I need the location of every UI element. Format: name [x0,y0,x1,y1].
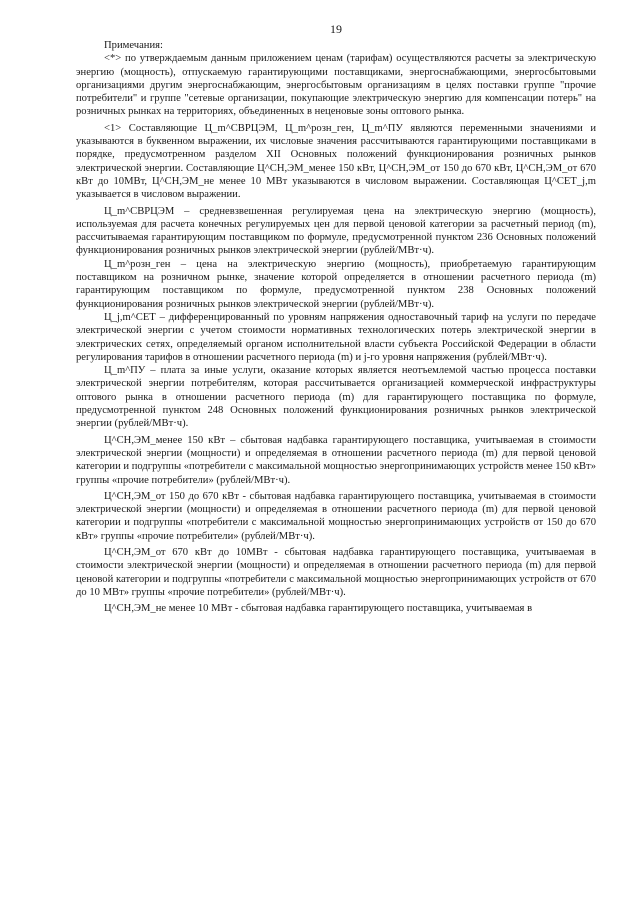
note-asterisk: <*> по утверждаемым данным приложением ценам (тарифам) осуществляются расчеты за электрическую энергию (мощность), отпускаемую гарантирующими поставщиками, энергоснабжающими, энергосбытовыми организациями другим энергоснабжающим, энергосбытовым организациям в целях поставки группе "прочие потребители" и группе "сетевые организации, покупающие электрическую энергию для компенсации потерь" на розничных рынках на территориях, объединенных в неценовые зоны оптового рынка. [76,53,596,118]
note-1: <1> Составляющие Ц_m^СВРЦЭМ, Ц_m^розн_ген, Ц_m^ПУ являются переменными значениями и указываются в буквенном выражении, их числовые значения рассчитываются гарантирующими поставщиками в порядке, предусмотренном разделом XII Основных положений функционирования розничных рынков электрической энергии. Составляющие Ц^СН,ЭМ_менее 150 кВт, Ц^СН,ЭМ_от 150 до 670 кВт, Ц^СН,ЭМ_от 670 кВт до 10МВт, Ц^СН,ЭМ_не менее 10 МВт указываются в числовом выражении. Составляющая Ц^СЕТ_j,m указывается в числовом выражении. [76,122,596,201]
definition-sn-less-150: Ц^СН,ЭМ_менее 150 кВт – сбытовая надбавка гарантирующего поставщика, учитываемая в стоимости электрической энергии (мощности) и определяемая в отношении расчетного периода (m) для первой ценовой категории и подгруппы «потребители с максимальной мощностью энергопринимающих устройств менее 150 кВт» группы «прочие потребители» (рублей/МВт·ч). [76,434,596,486]
definition-set: Ц_j,m^СЕТ – дифференцированный по уровням напряжения одноставочный тариф на услуги по передаче электрической энергии с учетом стоимости нормативных технологических потерь электрической энергии в электрических сетях, определяемый органом исполнительной власти субъекта Российской Федерации в области регулирования тарифов в отношении расчетного периода (m) и j-го уровня напряжения (рублей/МВт·ч). [76,311,596,363]
definition-sn-670-10mw: Ц^СН,ЭМ_от 670 кВт до 10МВт - сбытовая надбавка гарантирующего поставщика, учитываемая в стоимости электрической энергии (мощности) и определяемая в отношении расчетного периода (m) для первой ценовой категории и подгруппы «потребители с максимальной мощностью энергопринимающих устройств от 670 до 10 МВт» группы «прочие потребители» (рублей/МВт·ч). [76,546,596,598]
definition-pu: Ц_m^ПУ – плата за иные услуги, оказание которых является неотъемлемой частью процесса поставки электрической энергии потребителям, которая рассчитывается организацией коммерческой инфраструктуры оптового рынка в отношении расчетного периода (m) для гарантирующего поставщика по формуле, предусмотренной пунктом 248 Основных положений функционирования розничных рынков электрической энергии (рублей/МВт·ч). [76,365,596,430]
definition-svrcem: Ц_m^СВРЦЭМ – средневзвешенная регулируемая цена на электрическую энергию (мощность), используемая для расчета конечных регулируемых цен для первой ценовой категории за расчетный период (m), рассчитываемая гарантирующим поставщиком по формуле, предусмотренной пунктом 236 Основных положений функционирования розничных рынков электрической энергии (рублей/МВт·ч). [76,205,596,257]
page-number: 19 [330,22,342,36]
definition-sn-150-670: Ц^СН,ЭМ_от 150 до 670 кВт - сбытовая надбавка гарантирующего поставщика, учитываемая в стоимости электрической энергии (мощности) и определяемая в отношении расчетного периода (m) для первой ценовой категории и подгруппы «потребители с максимальной мощностью энергопринимающих устройств от 150 до 670 кВт» группы «прочие потребители» (рублей/МВт·ч). [76,490,596,542]
notes-heading: Примечания: [104,40,163,51]
definition-rozn-gen: Ц_m^розн_ген – цена на электрическую энергию (мощность), приобретаемую гарантирующим поставщиком на розничном рынке, значение которой определяется в отношении расчетного периода (m) гарантирующим поставщиком по формуле, предусмотренной пунктом 238 Основных положений функционирования розничных рынков электрической энергии (рублей/МВт·ч). [76,258,596,310]
definition-sn-not-less-10mw: Ц^СН,ЭМ_не менее 10 МВт - сбытовая надбавка гарантирующего поставщика, учитываемая в [104,603,533,615]
